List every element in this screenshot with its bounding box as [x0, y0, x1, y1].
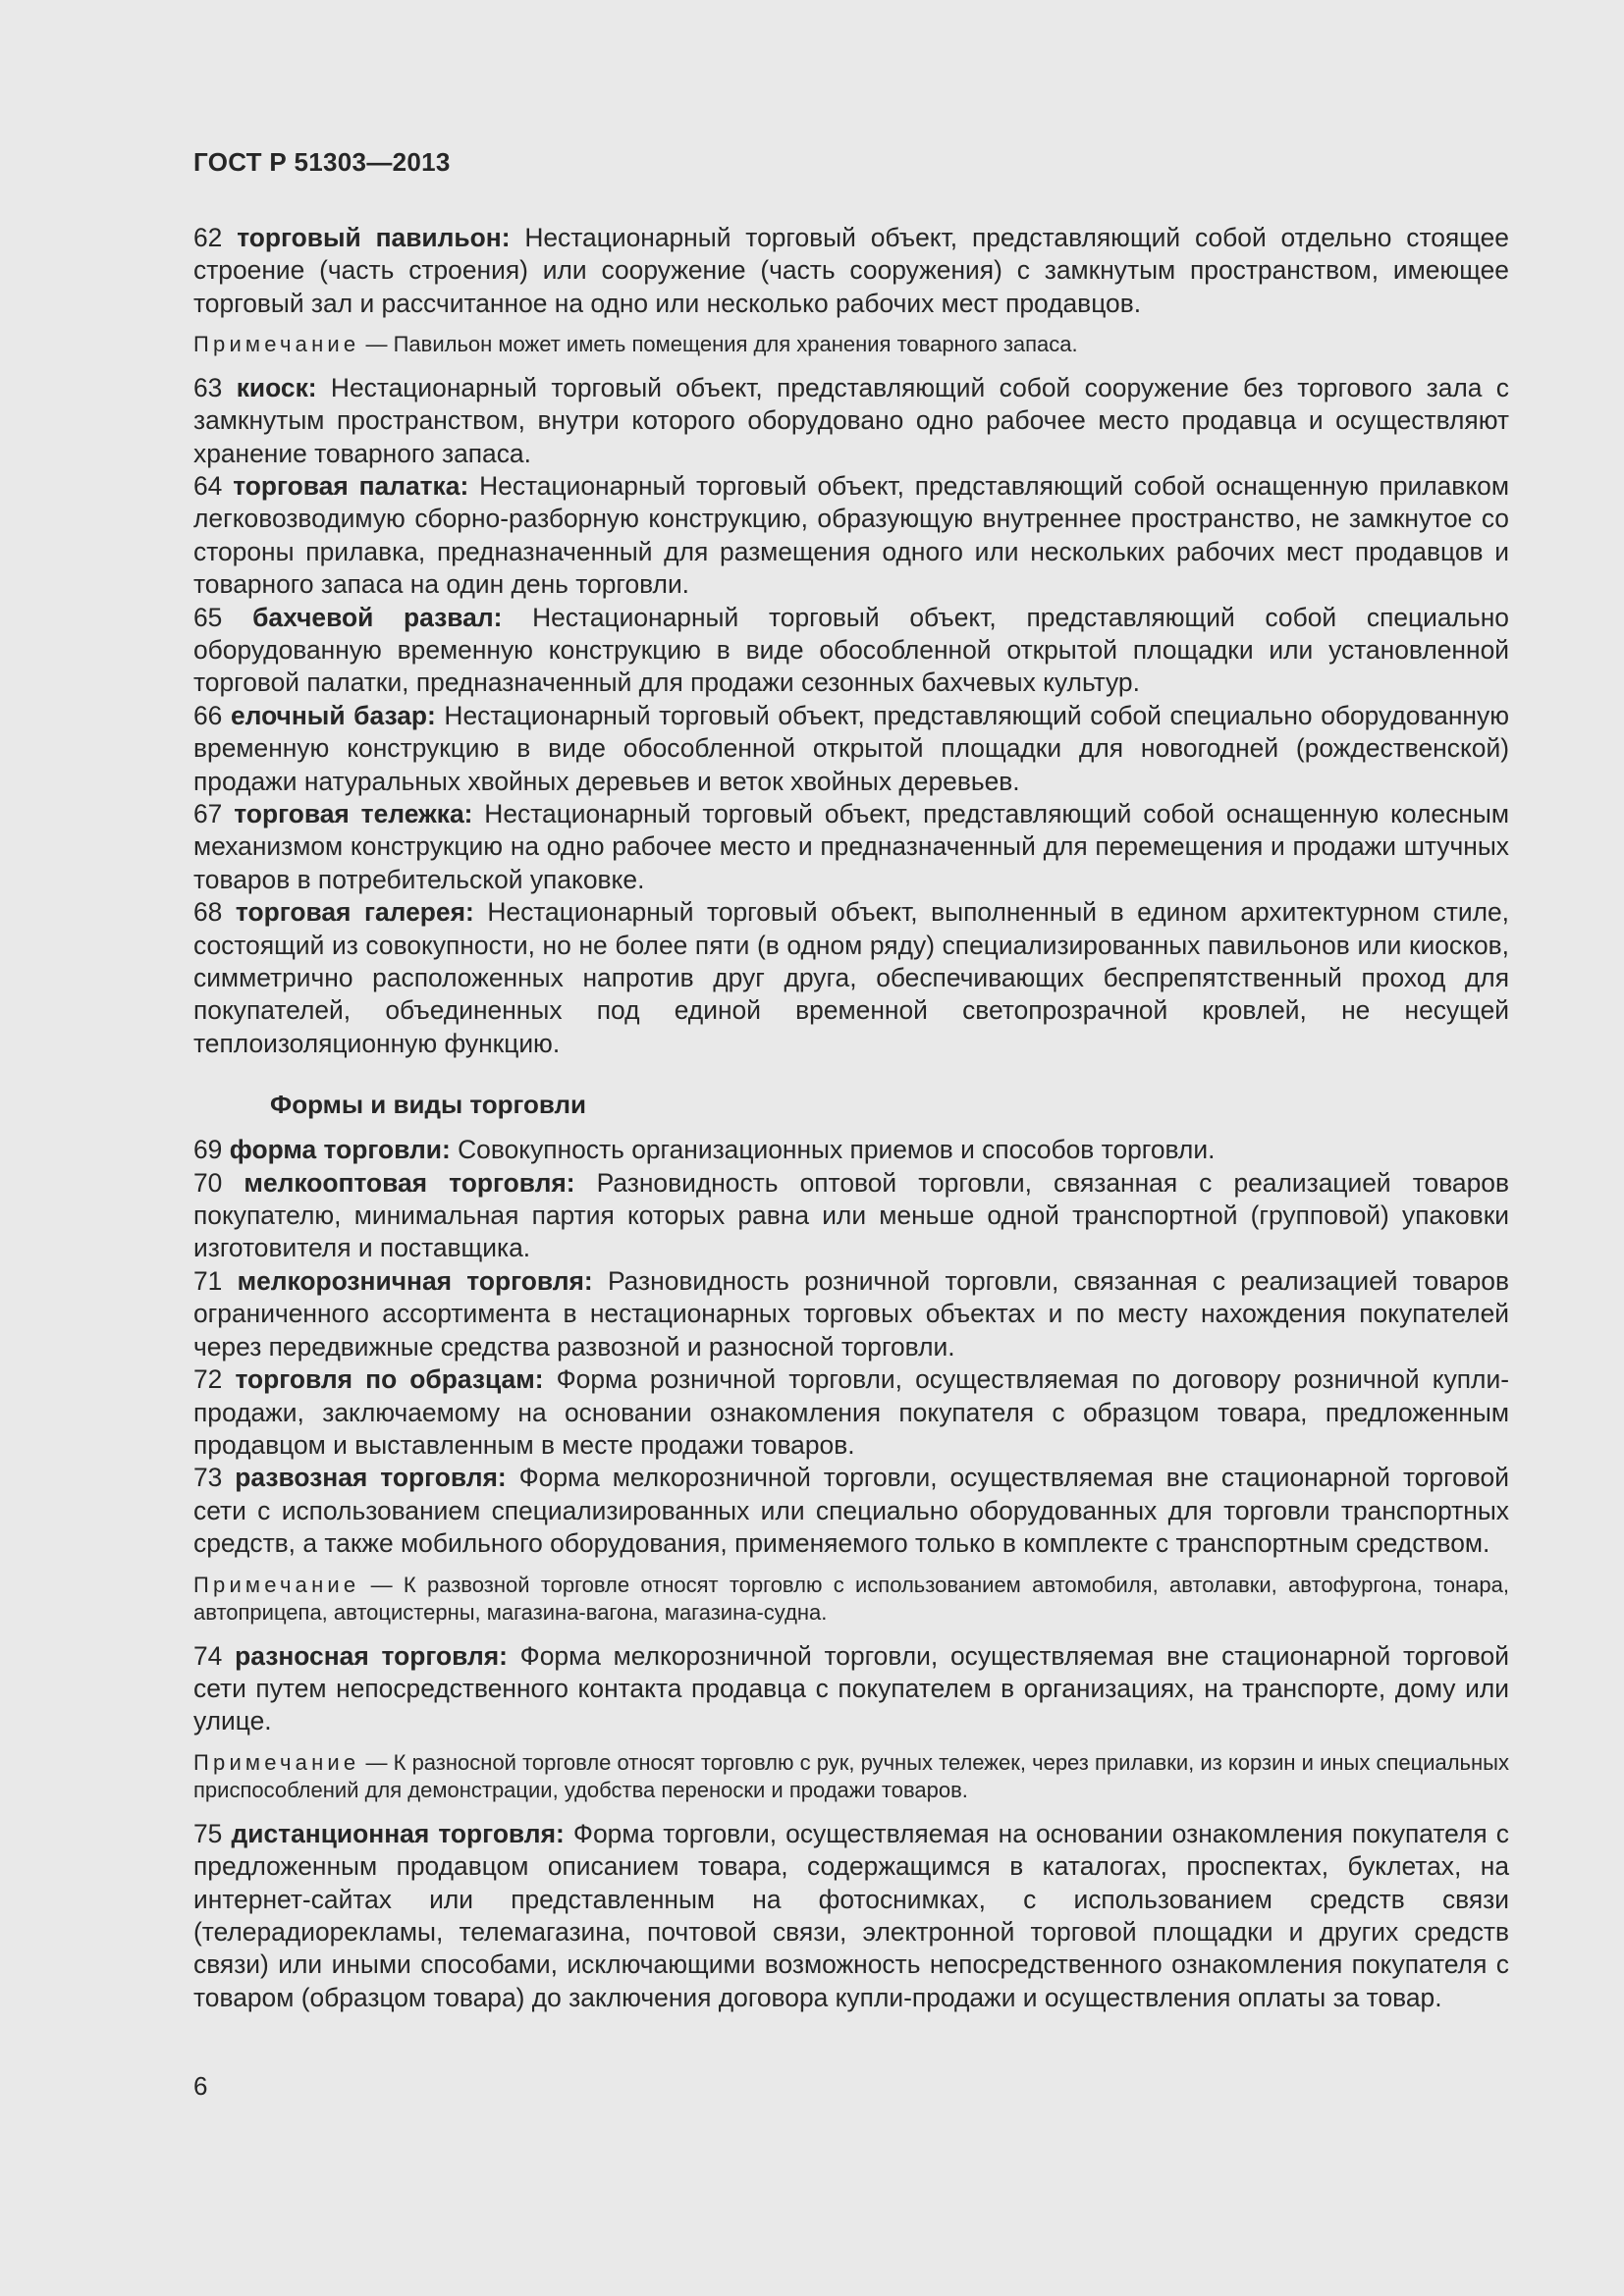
term-entry — [193, 1265, 1509, 1363]
entry-group-e — [193, 1818, 1509, 2014]
term-entry — [193, 896, 1509, 1060]
entry-group-b — [193, 372, 1509, 1061]
term-entry — [193, 1818, 1509, 2014]
note-text: — К развозной торговле относят торговлю с использованием автомобиля, автолавки, автофургона, тонара, автоприцепа, автоцистерны, магазина-вагона, магазина-судна. — [193, 1572, 1509, 1626]
term-entry — [193, 1167, 1509, 1265]
entry-text: Разновидность оптовой торговли, связанная с реализацией товаров покупателю, минимальная партия которых равна или меньше одной транспортной (групповой) упаковки изготовителя и поставщика. — [193, 1167, 1509, 1263]
entry-number: 63 — [193, 372, 223, 402]
entry-group-c — [193, 1134, 1509, 1560]
term-entry — [193, 372, 1509, 470]
term-entry — [193, 700, 1509, 798]
entry-text: Форма торговли, осуществляемая на основании ознакомления покупателя с предложенным продавцом описанием товара, содержащимся в каталогах, проспектах, буклетах, на интернет-сайтах или представленным на фотоснимках, с использованием средств связи (телерадиорекламы, телемагазина, почтовой связи, электронной торговой площадки и других средств связи) или иными способами, исключающими возможность непосредственного ознакомления покупателя с товаром (образцом товара) до заключения договора купли-продажи и осуществления оплаты за товар. — [193, 1818, 1509, 2012]
entry-term: торговая тележка: — [234, 799, 473, 828]
entries-body — [193, 222, 1509, 2014]
entry-text: Нестационарный торговый объект, представляющий собой оснащенную колесным механизмом конструкцию на одно рабочее место и предназначенный для перемещения и продажи штучных товаров в потребительской упаковке. — [193, 799, 1509, 894]
entry-text: Нестационарный торговый объект, представляющий собой оснащенную прилавком легковозводимую сборно-разборную конструкцию, образующую внутреннее пространство, не замкнутое со стороны прилавка, предназначенный для размещения одного или нескольких рабочих мест продавцов и товарного запаса на один день торговли. — [193, 470, 1509, 600]
entry-number: 71 — [193, 1265, 223, 1296]
entry-term: торговая галерея: — [235, 897, 474, 928]
entry-number: 74 — [193, 1640, 223, 1671]
note-label: Примечание — [193, 1749, 360, 1775]
entry-text: Нестационарный торговый объект, представляющий собой специально оборудованную временную конструкцию в виде обособленной открытой площадки для новогодней (рождественской) продажи натуральных хвойных деревьев и веток хвойных деревьев. — [193, 700, 1509, 796]
note-mobile-trade — [193, 1572, 1509, 1628]
entry-number: 68 — [193, 897, 223, 928]
entry-term: торговый павильон: — [237, 223, 511, 252]
entry-term: дистанционная торговля: — [231, 1818, 565, 1848]
entry-text: Форма мелкорозничной торговли, осуществляемая вне стационарной торговой сети путем непосредственного контакта продавца с покупателем в организациях, на транспорте, дому или улице. — [193, 1640, 1509, 1736]
note-label: Примечание — [193, 332, 360, 357]
section-heading: Формы и виды торговли — [270, 1090, 587, 1120]
entry-group-d — [193, 1640, 1509, 1738]
entry-term: развозная торговля: — [235, 1463, 507, 1493]
term-entry — [193, 1462, 1509, 1560]
entry-number: 62 — [193, 223, 223, 252]
entry-number: 73 — [193, 1463, 223, 1493]
entry-number: 72 — [193, 1364, 223, 1395]
entry-text: Нестационарный торговый объект, представляющий собой сооружение без торгового зала с замкнутым пространством, внутри которого оборудовано одно рабочее место продавца и осуществляют хранение товарного запаса. — [193, 372, 1509, 468]
entry-term: торговля по образцам: — [235, 1364, 544, 1395]
entry-term: разносная торговля: — [235, 1640, 508, 1671]
entry-group-a — [193, 222, 1509, 320]
entry-text: Разновидность розничной торговли, связанная с реализацией товаров ограниченного ассортимента в нестационарных торговых объектах и по месту нахождения покупателей через передвижные средства развозной и разносной торговли. — [193, 1265, 1509, 1362]
entry-term: бахчевой развал: — [252, 602, 503, 632]
note-pavilion — [193, 331, 1509, 359]
entry-text: Нестационарный торговый объект, представляющий собой специально оборудованную временную конструкцию в виде обособленной открытой площадки или установленной торговой палатки, предназначенный для продажи сезонных бахчевых культур. — [193, 602, 1509, 698]
entry-number: 75 — [193, 1818, 223, 1848]
term-entry — [193, 1640, 1509, 1738]
entry-text: Форма розничной торговли, осуществляемая по договору розничной купли-продажи, заключаемому на основании ознакомления покупателя с образцом товара, предложенным продавцом и выставленным в месте продажи товаров. — [193, 1364, 1509, 1460]
note-text: — Павильон может иметь помещения для хранения товарного запаса. — [365, 332, 1078, 357]
entry-text: Нестационарный торговый объект, представляющий собой отдельно стоящее строение (часть строения) или сооружение (часть сооружения) с замкнутым пространством, имеющее торговый зал и рассчитанное на одно или несколько рабочих мест продавцов. — [193, 223, 1509, 318]
entry-term: форма торговли: — [229, 1135, 451, 1165]
term-entry — [193, 1363, 1509, 1462]
entry-number: 65 — [193, 602, 223, 632]
page-number: 6 — [193, 2071, 208, 2101]
entry-number: 69 — [193, 1135, 223, 1165]
entry-text: Совокупность организационных приемов и способов торговли. — [458, 1135, 1216, 1165]
entry-text: Нестационарный торговый объект, выполненный в едином архитектурном стиле, состоящий из совокупности, но не более пяти (в одном ряду) специализированных павильонов или киосков, симметрично расположенных напротив друг друга, обеспечивающих беспрепятственный проход для покупателей, объединенных под единой временной светопрозрачной кровлей, не несущей теплоизоляционную функцию. — [193, 897, 1509, 1058]
term-entry — [193, 798, 1509, 896]
entry-term: торговая палатка: — [233, 470, 469, 501]
note-peddling — [193, 1749, 1509, 1805]
entry-number: 66 — [193, 700, 223, 730]
entry-text: Форма мелкорозничной торговли, осуществляемая вне стационарной торговой сети с использованием специализированных или специально оборудованных для торговли транспортных средств, а также мобильного оборудования, применяемого только в комплекте с транспортным средством. — [193, 1463, 1509, 1559]
term-entry — [193, 1134, 1509, 1166]
term-entry — [193, 222, 1509, 320]
term-entry — [193, 470, 1509, 602]
entry-number: 70 — [193, 1167, 223, 1198]
entry-term: мелкооптовая торговля: — [244, 1167, 575, 1198]
note-label: Примечание — [193, 1572, 360, 1597]
note-text: — К разносной торговле относят торговлю с рук, ручных тележек, через прилавки, из корзин и иных специальных приспособлений для демонстрации, удобства переноски и продажи товаров. — [193, 1749, 1509, 1803]
entry-term: елочный базар: — [230, 700, 436, 730]
term-entry — [193, 602, 1509, 700]
entry-term: киоск: — [236, 372, 317, 402]
page-header: ГОСТ Р 51303—2013 — [193, 147, 451, 177]
entry-number: 64 — [193, 470, 223, 501]
entry-term: мелкорозничная торговля: — [237, 1265, 593, 1296]
entry-number: 67 — [193, 799, 223, 828]
